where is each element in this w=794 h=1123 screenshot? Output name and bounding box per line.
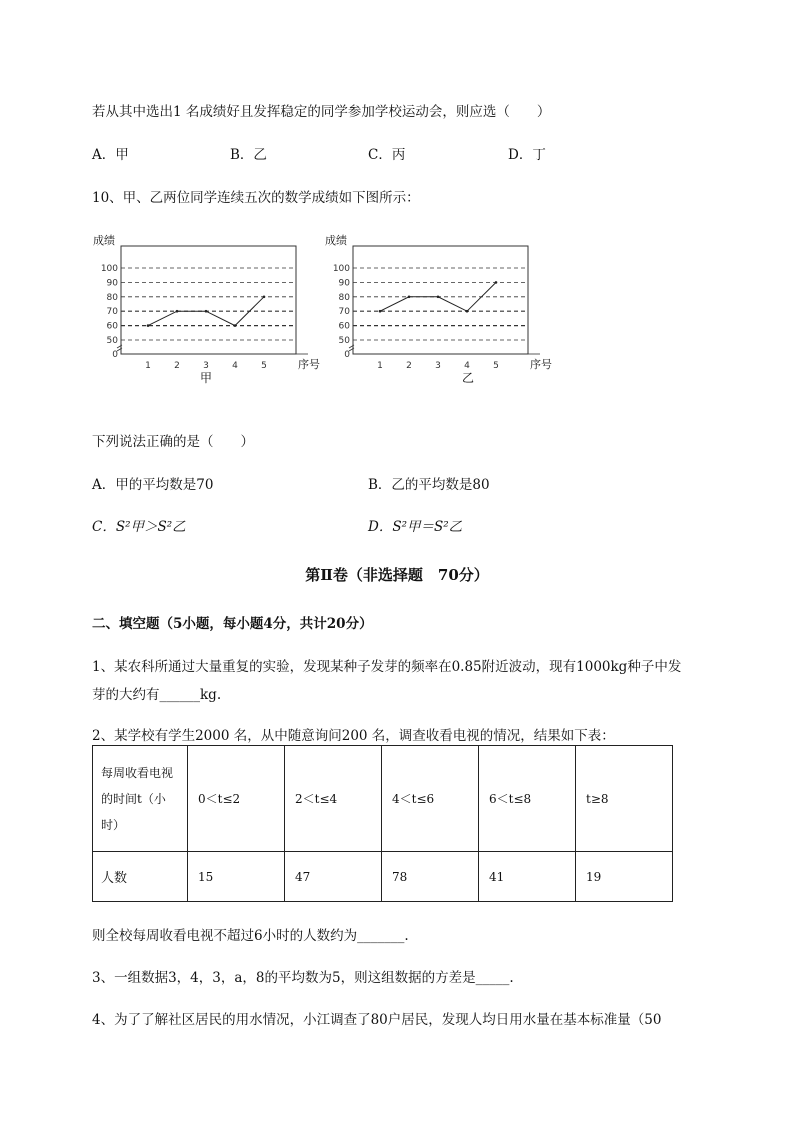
range-cell: 2＜t≤4	[285, 746, 382, 852]
x-tick-label: 4	[232, 361, 238, 371]
data-point	[495, 281, 498, 284]
fill4: 4、为了了解社区居民的用水情况，小江调查了80户居民，发现人均日用水量在基本标准量（50	[92, 1012, 662, 1028]
x-tick-label: 1	[377, 361, 383, 371]
q10-option-c[interactable]: C．S²甲＞S²乙	[92, 519, 186, 535]
chart-caption: 甲	[199, 371, 213, 385]
y-tick-label: 80	[106, 292, 118, 303]
data-point	[234, 324, 237, 327]
chart-caption: 乙	[461, 371, 475, 385]
q10-stem: 10、甲、乙两位同学连续五次的数学成绩如下图所示：	[92, 190, 420, 206]
y-axis-label: 成绩	[93, 234, 115, 247]
data-point	[466, 310, 469, 313]
y-tick-label: 70	[338, 307, 350, 318]
x-tick-label: 1	[145, 361, 151, 371]
section-heading: 二、填空题（5小题，每小题4分，共计20分）	[92, 616, 373, 632]
y-tick-label: 100	[100, 264, 118, 274]
header-caption: 每周收看电视的时间t（小时）	[101, 765, 174, 832]
q10-option-d[interactable]: D．S²甲＝S²乙	[368, 519, 463, 535]
count-cell: 41	[479, 852, 576, 902]
y-tick-label: 60	[106, 321, 118, 332]
y-tick-label: 50	[106, 336, 118, 346]
y-tick-label: 0	[112, 350, 118, 360]
x-axis-label: 序号	[530, 358, 552, 371]
y-tick-label: 90	[338, 278, 350, 289]
table-row	[93, 852, 673, 902]
chart-jia	[93, 233, 320, 385]
y-tick-label: 0	[344, 350, 350, 360]
count-cell: 15	[188, 852, 285, 902]
y-tick-label: 50	[338, 336, 350, 346]
data-point	[263, 296, 266, 299]
range-cell: 4＜t≤6	[382, 746, 479, 852]
fill3: 3、一组数据3，4，3，a，8的平均数为5，则这组数据的方差是_____.	[92, 970, 514, 986]
data-point	[176, 310, 179, 313]
y-tick-label: 90	[106, 278, 118, 289]
q9-option-d[interactable]: D．丁	[508, 147, 546, 163]
y-tick-label: 60	[338, 321, 350, 332]
x-tick-label: 4	[464, 361, 470, 371]
q9-option-c[interactable]: C．丙	[368, 147, 406, 163]
x-tick-label: 3	[435, 361, 441, 371]
q9-option-a[interactable]: A．甲	[92, 147, 129, 163]
q9-option-b[interactable]: B．乙	[230, 147, 267, 163]
data-point	[205, 310, 208, 313]
x-tick-label: 3	[203, 361, 209, 371]
q10-option-a[interactable]: A．甲的平均数是70	[92, 477, 214, 493]
chart-frame	[121, 246, 296, 354]
part2-title: 第Ⅱ卷（非选择题 70分）	[305, 566, 489, 584]
count-cell: 78	[382, 852, 479, 902]
fill1-line1: 1、某农科所通过大量重复的实验，发现某种子发芽的频率在0.85附近波动，现有1000kg种子中发	[92, 659, 682, 675]
x-tick-label: 2	[406, 361, 412, 371]
y-tick-label: 70	[106, 307, 118, 318]
data-point	[408, 296, 411, 299]
q10-option-b[interactable]: B．乙的平均数是80	[368, 477, 490, 493]
q9-stem: 若从其中选出1 名成绩好且发挥稳定的同学参加学校运动会，则应选（ ）	[92, 104, 551, 120]
data-point	[437, 296, 440, 299]
y-tick-label: 100	[332, 264, 350, 274]
q10-charts	[88, 228, 558, 398]
table-row	[93, 746, 673, 852]
data-point	[379, 310, 382, 313]
count-cell: 47	[285, 852, 382, 902]
data-point	[147, 324, 150, 327]
x-axis-label: 序号	[298, 358, 320, 371]
q10-question: 下列说法正确的是（ ）	[92, 434, 254, 450]
count-cell: 19	[576, 852, 673, 902]
x-tick-label: 5	[261, 361, 267, 371]
y-tick-label: 80	[338, 292, 350, 303]
chart-yi	[325, 233, 552, 385]
fill1-line2: 芽的大约有______kg.	[92, 687, 222, 703]
y-axis-label: 成绩	[325, 234, 347, 247]
fill2-stem: 2、某学校有学生2000 名，从中随意询问200 名，调查收看电视的情况，结果如下表：	[92, 728, 615, 744]
x-tick-label: 2	[174, 361, 180, 371]
count-label-cell: 人数	[93, 852, 188, 902]
table-header-cell	[93, 746, 188, 852]
range-cell: 6＜t≤8	[479, 746, 576, 852]
range-cell: 0＜t≤2	[188, 746, 285, 852]
fill2-after: 则全校每周收看电视不超过6小时的人数约为_______.	[92, 928, 409, 944]
tv-table	[92, 745, 673, 902]
x-tick-label: 5	[493, 361, 499, 371]
range-cell: t≥8	[576, 746, 673, 852]
chart-frame	[353, 246, 528, 354]
